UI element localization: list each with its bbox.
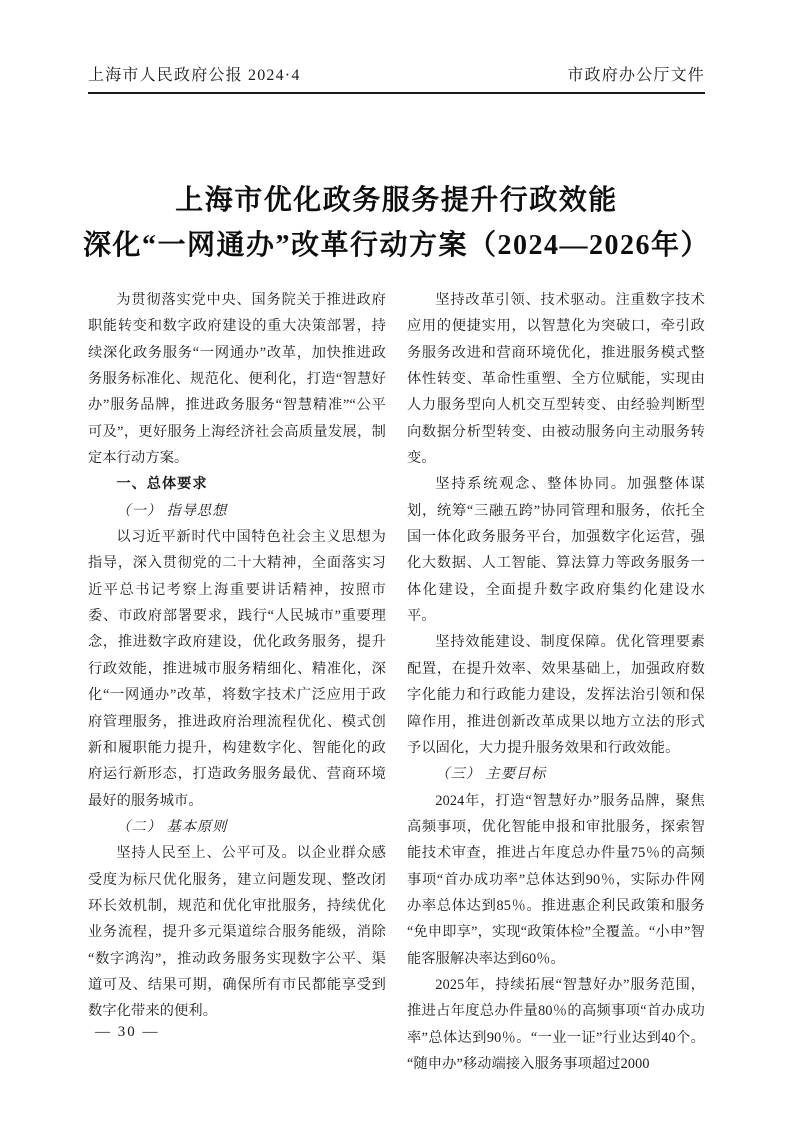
body-paragraph: 坚持系统观念、整体协同。加强整体谋划，统筹“三融五跨”协同管理和服务，依托全国一体化政务服务平台，加强数字化运营，强化大数据、人工智能、算法算力等政务服务一体化建设，全面提升数字政府集约化建设水平。	[407, 476, 705, 625]
subsection-heading: （三） 主要目标	[435, 766, 547, 783]
title-line-1: 上海市优化政务服务提升行政效能	[175, 185, 618, 216]
page-number: — 30 —	[95, 1024, 160, 1040]
title-line-2: 深化“一网通办”改革行动方案（2024—2026年）	[82, 230, 710, 261]
body-paragraph: 坚持人民至上、公平可及。以企业群众感受度为标尺优化服务，建立问题发现、整改闭环长效机制，规范和优化审批服务，持续优化业务流程，提升多元渠道综合服务能级，消除“数字鸿沟”，推动政务服务实现数字公平、渠道可及、结果可期，确保所有市民都能享受到数字化带来的便利。	[88, 845, 386, 1020]
body-columns	[88, 287, 705, 1077]
page-header	[88, 62, 705, 85]
page-footer	[95, 1024, 160, 1041]
subsection-heading: （二） 基本原则	[116, 818, 228, 835]
header-document-category: 市政府办公厅文件	[567, 67, 705, 84]
document-title	[0, 178, 793, 268]
body-paragraph: 坚持效能建设、制度保障。优化管理要素配置，在提升效率、效果基础上，加强政府数字化能力和行政能力建设，发挥法治引领和保障作用，推进创新改革成果以地方立法的形式予以固化，大力提升服务效果和行政效能。	[407, 634, 705, 756]
left-column	[88, 287, 386, 1077]
header-gazette-name: 上海市人民政府公报 2024·4	[88, 67, 301, 84]
body-paragraph: 2024年，打造“智慧好办”服务品牌，聚焦高频事项，优化智能申报和审批服务，探索智能技术审查，推进占年度总办件量75％的高频事项“首办成功率”总体达到90％，实际办件网办率总体达到85％。推进惠企利民政策和服务“免申即享”，实现“政策体检”全覆盖。“小申”智能客服解决率达到60％。	[407, 792, 705, 967]
subsection-heading: （一） 指导思想	[116, 502, 228, 519]
body-paragraph: 以习近平新时代中国特色社会主义思想为指导，深入贯彻党的二十大精神，全面落实习近平总书记考察上海重要讲话精神，按照市委、市政府部署要求，践行“人民城市”重要理念，推进数字政府建设，优化政务服务，提升行政效能，推进城市服务精细化、精准化，深化“一网通办”改革，将数字技术广泛应用于政府管理服务，推进政府治理流程优化、模式创新和履职能力提升，构建数字化、智能化的政府运行新形态，打造政务服务最优、营商环境最好的服务城市。	[88, 529, 386, 809]
section-heading: 一、总体要求	[116, 476, 208, 493]
body-paragraph: 2025年，持续拓展“智慧好办”服务范围，推进占年度总办件量80％的高频事项“首办成功率”总体达到90％。“一业一证”行业达到40个。“随申办”移动端接入服务事项超过2000	[407, 976, 705, 1072]
body-paragraph: 为贯彻落实党中央、国务院关于推进政府职能转变和数字政府建设的重大决策部署，持续深化政务服务“一网通办”改革，加快推进政务服务标准化、规范化、便利化，打造“智慧好办”服务品牌，推进政务服务“智慧精准”“公平可及”，更好服务上海经济社会高质量发展，制定本行动方案。	[88, 292, 386, 467]
header-rule	[88, 92, 705, 94]
right-column	[407, 287, 705, 1077]
body-paragraph: 坚持改革引领、技术驱动。注重数字技术应用的便捷实用，以智慧化为突破口，牵引政务服务改进和营商环境优化，推进服务模式整体性转变、革命性重塑、全方位赋能，实现由人力服务型向人机交互型转变、由经验判断型向数据分析型转变、由被动服务向主动服务转变。	[407, 292, 705, 467]
